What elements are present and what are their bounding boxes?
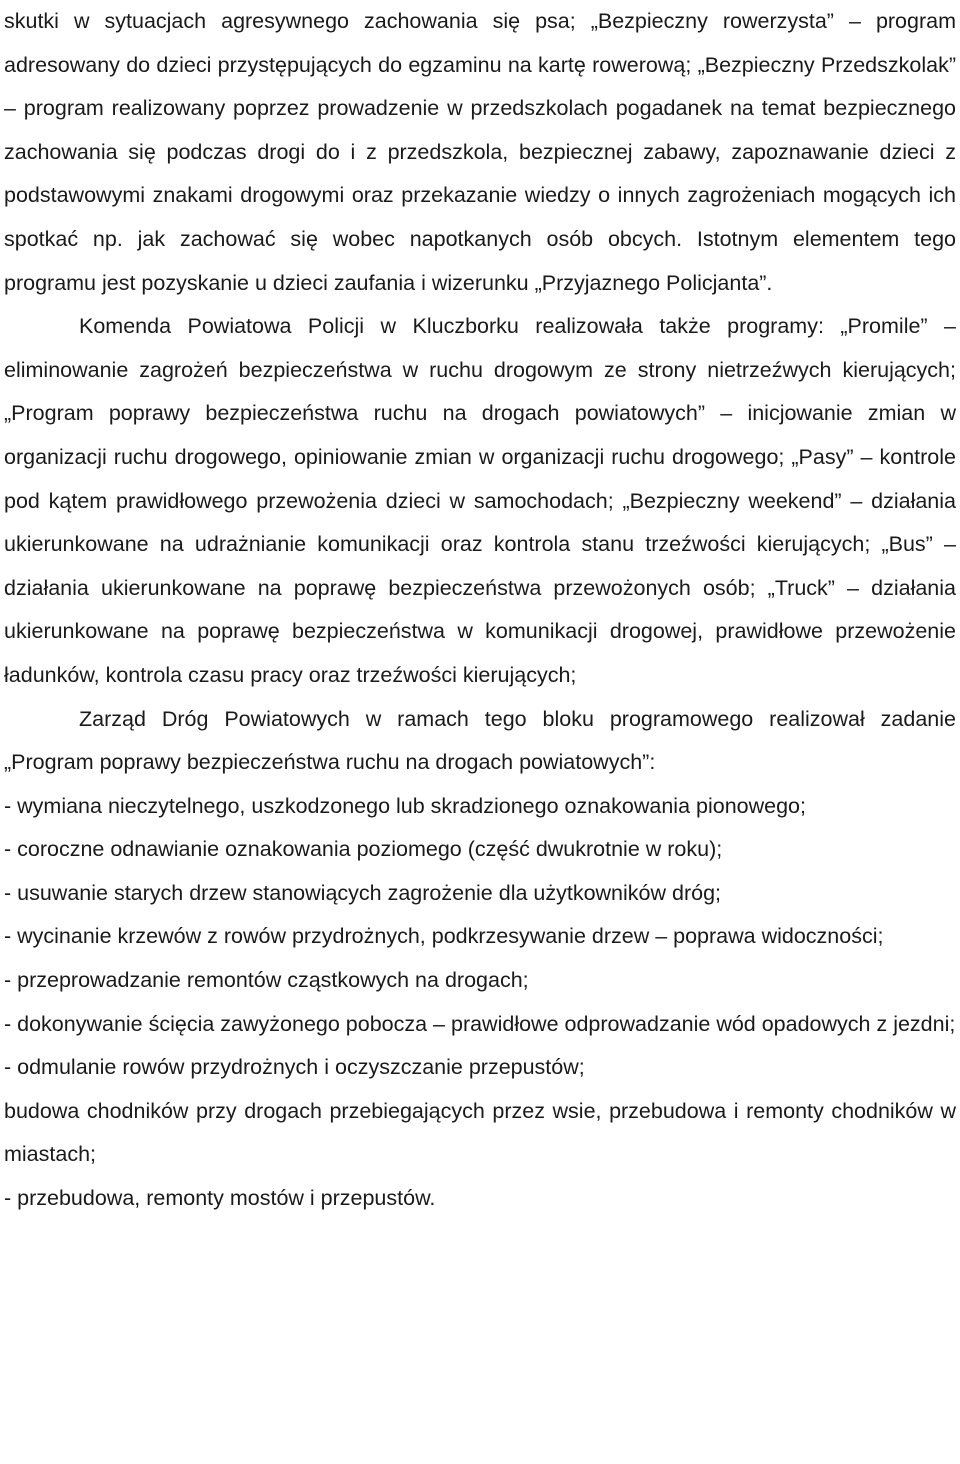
list-item: - wycinanie krzewów z rowów przydrożnych, podkrzesywanie drzew – poprawa widoczności; xyxy=(4,924,884,949)
list-item: - przebudowa, remonty mostów i przepustów. xyxy=(4,1186,436,1211)
document-page xyxy=(4,0,956,1221)
list-item: - usuwanie starych drzew stanowiących zagrożenie dla użytkowników dróg; xyxy=(4,880,722,905)
paragraph-police-programs: Komenda Powiatowa Policji w Kluczborku realizowała także programy: „Promile” – eliminowanie zagrożeń bezpieczeństwa w ruchu drogowym ze strony nietrzeźwych kierujących; „Program poprawy bezpieczeństwa ruchu na drogach powiatowych” – inicjowanie zmian w organizacji ruchu drogowego, opiniowanie zmian w organizacji ruchu drogowego; „Pasy” – kontrole pod kątem prawidłowego przewożenia dzieci w samochodach; „Bezpieczny weekend” – działania ukierunkowane na udrażnianie komunikacji oraz kontrola stanu trzeźwości kierujących; „Bus” – działania ukierunkowane na poprawę bezpieczeństwa przewożonych osób; „Truck” – działania ukierunkowane na poprawę bezpieczeństwa w komunikacji drogowej, prawidłowe przewożenie ładunków, kontrola czasu pracy oraz trzeźwości kierujących; xyxy=(4,314,956,687)
list-item: - coroczne odnawianie oznakowania poziomego (część dwukrotnie w roku); xyxy=(4,837,723,862)
list-item: budowa chodników przy drogach przebiegających przez wsie, przebudowa i remonty chodników w miastach; xyxy=(4,1098,956,1167)
paragraph-road-authority: Zarząd Dróg Powiatowych w ramach tego bloku programowego realizował zadanie „Program poprawy bezpieczeństwa ruchu na drogach powiatowych”: xyxy=(4,706,956,775)
list-item: - wymiana nieczytelnego, uszkodzonego lub skradzionego oznakowania pionowego; xyxy=(4,793,806,818)
list-item: - dokonywanie ścięcia zawyżonego pobocza – prawidłowe odprowadzanie wód opadowych z jezdni; xyxy=(4,1011,956,1036)
list-item: - przeprowadzanie remontów cząstkowych na drogach; xyxy=(4,968,529,993)
list-item: - odmulanie rowów przydrożnych i oczyszczanie przepustów; xyxy=(4,1055,585,1080)
paragraph-programs-intro: skutki w sytuacjach agresywnego zachowania się psa; „Bezpieczny rowerzysta” – program adresowany do dzieci przystępujących do egzaminu na kartę rowerową; „Bezpieczny Przedszkolak” – program realizowany poprzez prowadzenie w przedszkolach pogadanek na temat bezpiecznego zachowania się podczas drogi do i z przedszkola, bezpiecznej zabawy, zapoznawanie dzieci z podstawowymi znakami drogowymi oraz przekazanie wiedzy o innych zagrożeniach mogących ich spotkać np. jak zachować się wobec napotkanych osób obcych. Istotnym elementem tego programu jest pozyskanie u dzieci zaufania i wizerunku „Przyjaznego Policjanta”. xyxy=(4,9,956,295)
